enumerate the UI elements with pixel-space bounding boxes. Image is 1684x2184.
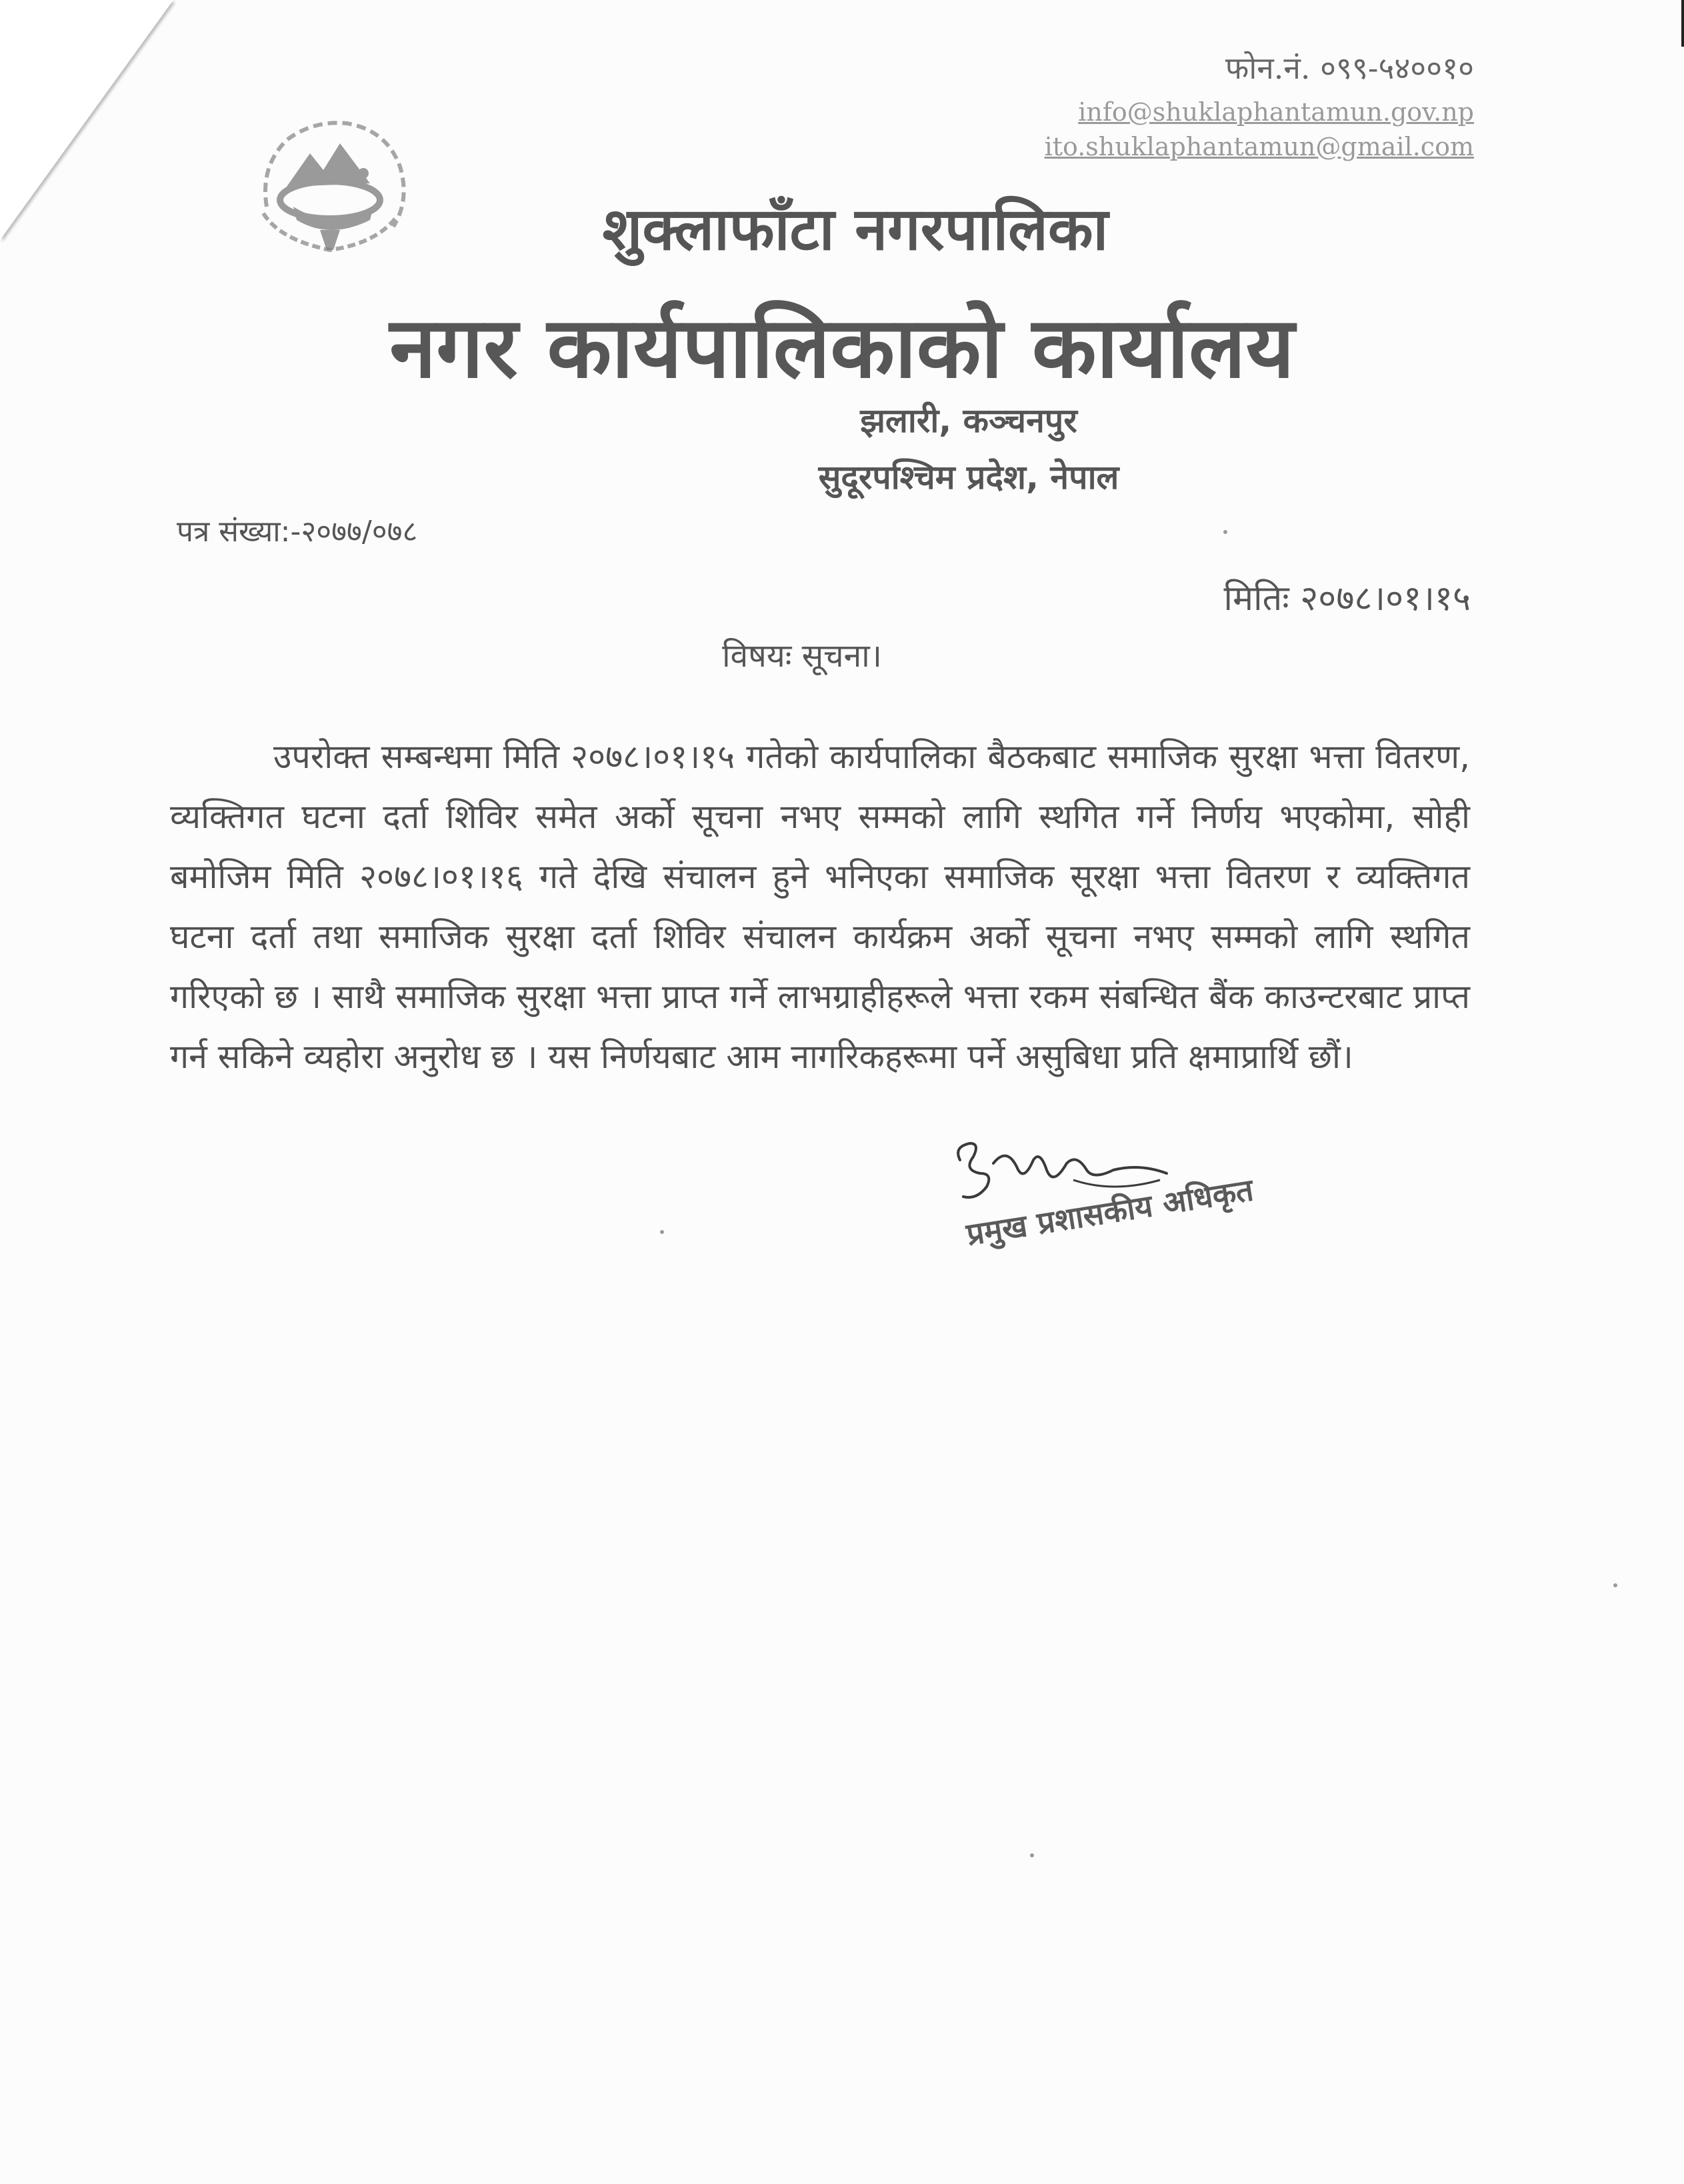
office-address: झलारी, कञ्चनपुर bbox=[860, 401, 1077, 440]
signatory-title: प्रमुख प्रशासकीय अधिकृत bbox=[963, 1171, 1256, 1253]
letter-body: उपरोक्त सम्बन्धमा मिति २०७८।०१।१५ गतेको कार्यपालिका बैठकबाट समाजिक सुरक्षा भत्ता वितरण, व्यक्तिगत घटना दर्ता शिविर समेत अर्को सूचना नभए सम्मको लागि स्थगित गर्ने निर्णय भएकोमा, सोही बमोजिम मिति २०७८।०१।१६ गते देखि संचालन हुने भनिएका समाजिक सूरक्षा भत्ता वितरण र व्यक्तिगत घटना दर्ता तथा समाजिक सुरक्षा दर्ता शिविर संचालन कार्यक्रम अर्को सूचना नभए सम्मको लागि स्थगित गरिएको छ । साथै समाजिक सुरक्षा भत्ता प्राप्त गर्ने लाभग्राहीहरूले भत्ता रकम संबन्धित बैंक काउन्टरबाट प्राप्त गर्न सकिने व्यहोरा अनुरोध छ । यस निर्णयबाट आम नागरिकहरूमा पर्ने असुबिधा प्रति क्षमाप्रार्थि छौं। bbox=[170, 737, 1470, 1076]
contact-block bbox=[1045, 47, 1474, 164]
municipality-name: शुक्लाफाँटा नगरपालिका bbox=[602, 195, 1109, 263]
reference-number: पत्र संख्या:-२०७७/०७८ bbox=[177, 515, 418, 549]
scan-edge bbox=[1681, 0, 1684, 47]
scan-speck bbox=[1613, 1583, 1617, 1587]
office-province: सुदूरपश्चिम प्रदेश, नेपाल bbox=[818, 458, 1119, 497]
email-secondary[interactable]: ito.shuklaphantamun@gmail.com bbox=[1044, 132, 1474, 161]
letter-date: मितिः २०७८।०१।१५ bbox=[1223, 579, 1471, 619]
office-name: नगर कार्यपालिकाको कार्यालय bbox=[389, 299, 1295, 397]
scan-speck bbox=[1030, 1853, 1034, 1857]
email-primary[interactable]: info@shuklaphantamun.gov.np bbox=[1078, 97, 1474, 127]
phone-number: फोन.नं. ०९९-५४००१० bbox=[1225, 50, 1474, 86]
scan-speck bbox=[1223, 530, 1227, 534]
scan-speck bbox=[660, 1230, 664, 1234]
letter-subject: विषयः सूचना। bbox=[722, 637, 882, 675]
